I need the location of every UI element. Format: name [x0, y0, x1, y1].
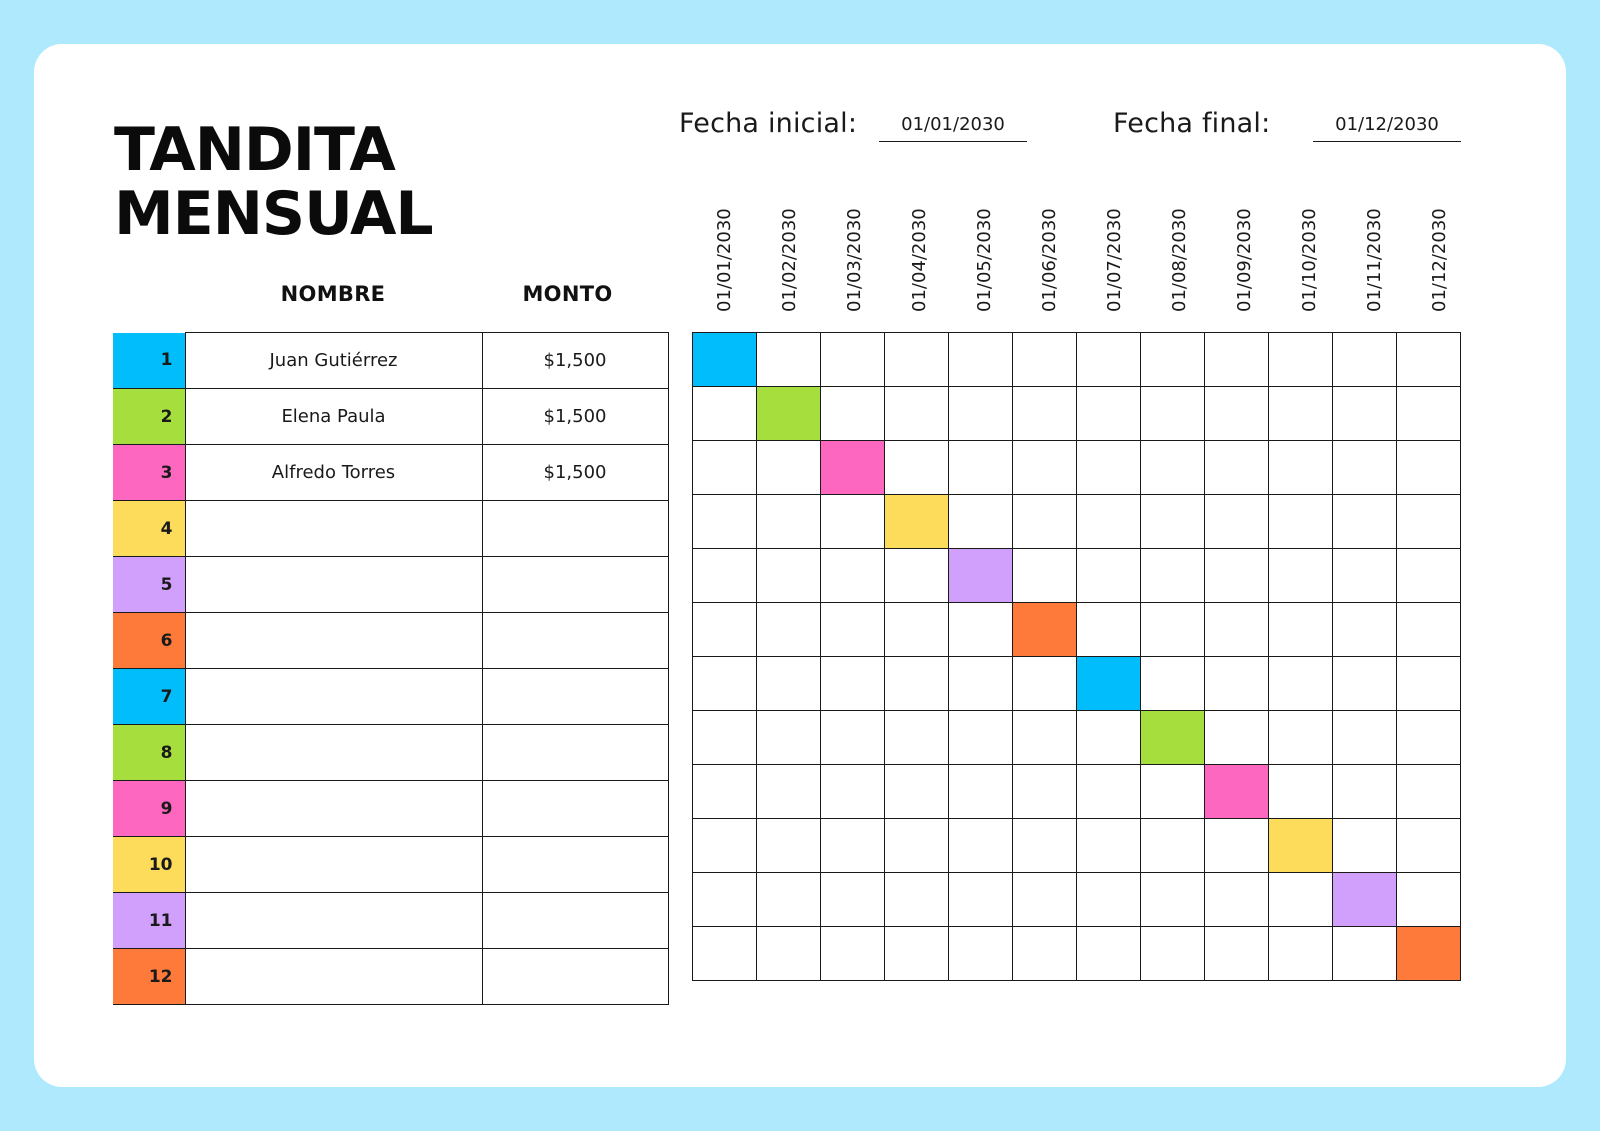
grid-cell[interactable]	[821, 387, 885, 441]
grid-cell[interactable]	[821, 657, 885, 711]
grid-cell[interactable]	[949, 873, 1013, 927]
grid-cell[interactable]	[885, 441, 949, 495]
participant-amount-cell[interactable]	[482, 613, 668, 669]
grid-row	[693, 603, 1461, 657]
grid-cell[interactable]	[1269, 927, 1333, 981]
table-row	[113, 445, 668, 501]
grid-cell[interactable]	[821, 819, 885, 873]
grid-cell[interactable]	[1141, 819, 1205, 873]
grid-row	[693, 819, 1461, 873]
grid-cell[interactable]	[693, 765, 757, 819]
grid-cell[interactable]	[821, 549, 885, 603]
grid-cell[interactable]	[949, 603, 1013, 657]
grid-cell[interactable]	[1141, 441, 1205, 495]
grid-cell-payout[interactable]	[949, 549, 1013, 603]
grid-row	[693, 441, 1461, 495]
grid-cell[interactable]	[1397, 333, 1461, 387]
grid-cell[interactable]	[1397, 873, 1461, 927]
grid-cell[interactable]	[693, 711, 757, 765]
grid-cell[interactable]	[1333, 765, 1397, 819]
schedule-date-label: 01/06/2030	[1039, 208, 1060, 312]
grid-cell[interactable]	[1205, 603, 1269, 657]
grid-cell[interactable]	[1397, 549, 1461, 603]
grid-cell[interactable]	[885, 819, 949, 873]
table-row	[113, 893, 668, 949]
participant-amount-cell[interactable]: $1,500	[482, 389, 668, 445]
grid-cell[interactable]	[1077, 549, 1141, 603]
grid-row	[693, 387, 1461, 441]
participant-amount-cell[interactable]	[482, 837, 668, 893]
grid-cell[interactable]	[1269, 333, 1333, 387]
participant-name-cell[interactable]	[185, 725, 482, 781]
grid-cell[interactable]	[693, 441, 757, 495]
grid-row	[693, 711, 1461, 765]
tanda-card	[34, 44, 1566, 1087]
grid-cell[interactable]	[1333, 441, 1397, 495]
grid-row	[693, 873, 1461, 927]
grid-cell[interactable]	[1013, 333, 1077, 387]
row-number-badge: 4	[113, 501, 185, 557]
grid-cell-payout[interactable]	[885, 495, 949, 549]
grid-cell[interactable]	[1141, 387, 1205, 441]
grid-cell[interactable]	[1269, 387, 1333, 441]
row-number-badge: 5	[113, 557, 185, 613]
grid-cell[interactable]	[757, 495, 821, 549]
grid-cell[interactable]	[1397, 657, 1461, 711]
end-date-field[interactable]: 01/12/2030	[1313, 111, 1461, 142]
grid-cell-payout[interactable]	[1205, 765, 1269, 819]
grid-cell[interactable]	[1205, 873, 1269, 927]
grid-cell[interactable]	[1205, 657, 1269, 711]
grid-cell[interactable]	[1141, 333, 1205, 387]
participant-name-cell[interactable]	[185, 837, 482, 893]
grid-cell[interactable]	[1013, 873, 1077, 927]
grid-cell[interactable]	[1269, 873, 1333, 927]
grid-cell-payout[interactable]	[1269, 819, 1333, 873]
grid-cell[interactable]	[693, 603, 757, 657]
schedule-date-header	[1017, 196, 1083, 332]
schedule-date-header	[1277, 196, 1343, 332]
grid-cell[interactable]	[1333, 711, 1397, 765]
grid-row	[693, 495, 1461, 549]
grid-cell[interactable]	[821, 711, 885, 765]
grid-cell[interactable]	[1333, 387, 1397, 441]
grid-cell[interactable]	[1205, 819, 1269, 873]
grid-row	[693, 657, 1461, 711]
schedule-date-label: 01/02/2030	[779, 208, 800, 312]
grid-cell[interactable]	[1141, 549, 1205, 603]
grid-cell[interactable]	[1269, 549, 1333, 603]
grid-cell-payout[interactable]	[821, 441, 885, 495]
grid-cell[interactable]	[757, 549, 821, 603]
table-row	[113, 725, 668, 781]
grid-cell[interactable]	[1013, 549, 1077, 603]
grid-row	[693, 549, 1461, 603]
grid-cell[interactable]	[757, 657, 821, 711]
grid-cell[interactable]	[885, 657, 949, 711]
participant-amount-cell[interactable]	[482, 501, 668, 557]
grid-cell[interactable]	[1013, 819, 1077, 873]
grid-cell[interactable]	[1397, 711, 1461, 765]
grid-cell[interactable]	[1077, 819, 1141, 873]
grid-cell[interactable]	[821, 927, 885, 981]
title-line-1: TANDITA	[114, 115, 395, 185]
grid-cell[interactable]	[757, 711, 821, 765]
grid-cell[interactable]	[1077, 495, 1141, 549]
grid-cell-payout[interactable]	[1013, 603, 1077, 657]
row-number-badge: 3	[113, 445, 185, 501]
participant-name-cell[interactable]	[185, 949, 482, 1005]
schedule-date-label: 01/03/2030	[844, 208, 865, 312]
grid-cell[interactable]	[1077, 711, 1141, 765]
grid-cell[interactable]	[693, 657, 757, 711]
participant-amount-cell[interactable]	[482, 893, 668, 949]
grid-cell[interactable]	[1013, 927, 1077, 981]
participant-name-cell[interactable]: Alfredo Torres	[185, 445, 482, 501]
table-row	[113, 669, 668, 725]
grid-cell[interactable]	[1333, 549, 1397, 603]
grid-cell[interactable]	[693, 495, 757, 549]
participant-name-cell[interactable]	[185, 557, 482, 613]
grid-cell[interactable]	[821, 603, 885, 657]
grid-cell[interactable]	[757, 873, 821, 927]
grid-cell[interactable]	[1013, 441, 1077, 495]
row-number-badge: 8	[113, 725, 185, 781]
grid-cell[interactable]	[693, 927, 757, 981]
schedule-date-header	[1407, 196, 1473, 332]
start-date-label: Fecha inicial:	[679, 108, 858, 139]
grid-cell[interactable]	[1269, 441, 1333, 495]
table-row	[113, 949, 668, 1005]
grid-cell[interactable]	[757, 927, 821, 981]
grid-cell[interactable]	[1077, 441, 1141, 495]
participant-amount-cell[interactable]: $1,500	[482, 445, 668, 501]
grid-cell[interactable]	[693, 387, 757, 441]
grid-cell-payout[interactable]	[757, 387, 821, 441]
grid-cell[interactable]	[1205, 495, 1269, 549]
grid-cell[interactable]	[1397, 603, 1461, 657]
participant-amount-cell[interactable]	[482, 725, 668, 781]
grid-cell[interactable]	[1333, 927, 1397, 981]
grid-cell[interactable]	[1333, 495, 1397, 549]
grid-cell-payout[interactable]	[693, 333, 757, 387]
grid-cell[interactable]	[1269, 495, 1333, 549]
grid-cell[interactable]	[757, 441, 821, 495]
grid-cell[interactable]	[949, 387, 1013, 441]
grid-cell[interactable]	[1333, 819, 1397, 873]
grid-cell[interactable]	[693, 873, 757, 927]
grid-cell[interactable]	[949, 765, 1013, 819]
schedule-date-header	[1342, 196, 1408, 332]
participant-name-cell[interactable]	[185, 669, 482, 725]
grid-cell[interactable]	[1141, 927, 1205, 981]
participant-name-cell[interactable]	[185, 613, 482, 669]
schedule-date-label: 01/07/2030	[1104, 208, 1125, 312]
grid-row	[693, 765, 1461, 819]
participant-name-cell[interactable]: Juan Gutiérrez	[185, 333, 482, 389]
grid-row	[693, 927, 1461, 981]
schedule-date-header	[1212, 196, 1278, 332]
grid-cell[interactable]	[1077, 387, 1141, 441]
row-number-badge: 7	[113, 669, 185, 725]
grid-cell[interactable]	[1077, 603, 1141, 657]
grid-cell[interactable]	[1013, 657, 1077, 711]
grid-cell[interactable]	[1141, 495, 1205, 549]
grid-cell[interactable]	[1333, 657, 1397, 711]
grid-cell[interactable]	[885, 387, 949, 441]
grid-cell[interactable]	[1269, 711, 1333, 765]
participant-amount-cell[interactable]: $1,500	[482, 333, 668, 389]
grid-cell-payout[interactable]	[1141, 711, 1205, 765]
schedule-date-header	[1082, 196, 1148, 332]
grid-cell-payout[interactable]	[1397, 927, 1461, 981]
grid-cell[interactable]	[885, 873, 949, 927]
grid-cell[interactable]	[757, 819, 821, 873]
grid-cell[interactable]	[885, 711, 949, 765]
grid-cell[interactable]	[1397, 495, 1461, 549]
table-row	[113, 781, 668, 837]
grid-cell[interactable]	[949, 819, 1013, 873]
grid-cell[interactable]	[949, 495, 1013, 549]
name-column-header: NOMBRE	[280, 282, 386, 306]
row-number-badge: 11	[113, 893, 185, 949]
schedule-date-header	[952, 196, 1018, 332]
grid-cell[interactable]	[1333, 333, 1397, 387]
schedule-date-label: 01/01/2030	[714, 208, 735, 312]
grid-cell[interactable]	[949, 927, 1013, 981]
schedule-date-header	[757, 196, 823, 332]
grid-cell[interactable]	[1077, 927, 1141, 981]
grid-cell[interactable]	[949, 657, 1013, 711]
schedule-date-label: 01/05/2030	[974, 208, 995, 312]
schedule-date-header	[1147, 196, 1213, 332]
grid-cell[interactable]	[1013, 765, 1077, 819]
schedule-grid	[692, 332, 1461, 981]
participant-name-cell[interactable]	[185, 893, 482, 949]
start-date-field[interactable]: 01/01/2030	[879, 111, 1027, 142]
participant-name-cell[interactable]	[185, 501, 482, 557]
grid-cell[interactable]	[1141, 873, 1205, 927]
participant-amount-cell[interactable]	[482, 949, 668, 1005]
row-number-badge: 2	[113, 389, 185, 445]
grid-cell[interactable]	[1269, 657, 1333, 711]
grid-cell[interactable]	[1397, 387, 1461, 441]
grid-cell[interactable]	[1141, 765, 1205, 819]
grid-cell[interactable]	[885, 549, 949, 603]
grid-cell[interactable]	[1333, 603, 1397, 657]
grid-cell[interactable]	[1397, 765, 1461, 819]
grid-cell[interactable]	[949, 441, 1013, 495]
grid-cell-payout[interactable]	[1333, 873, 1397, 927]
schedule-date-label: 01/10/2030	[1299, 208, 1320, 312]
grid-cell[interactable]	[821, 765, 885, 819]
schedule-date-label: 01/12/2030	[1429, 208, 1450, 312]
schedule-date-header	[887, 196, 953, 332]
grid-cell[interactable]	[1269, 765, 1333, 819]
grid-cell[interactable]	[1013, 387, 1077, 441]
grid-row	[693, 333, 1461, 387]
grid-cell[interactable]	[1077, 873, 1141, 927]
grid-cell[interactable]	[821, 495, 885, 549]
grid-cell[interactable]	[1205, 441, 1269, 495]
participant-name-cell[interactable]: Elena Paula	[185, 389, 482, 445]
page-title	[114, 115, 433, 249]
grid-cell[interactable]	[1205, 387, 1269, 441]
grid-cell[interactable]	[885, 927, 949, 981]
grid-cell[interactable]	[1205, 927, 1269, 981]
title-line-2: MENSUAL	[114, 179, 433, 249]
grid-cell[interactable]	[1205, 549, 1269, 603]
grid-cell[interactable]	[1269, 603, 1333, 657]
grid-cell[interactable]	[885, 603, 949, 657]
participant-amount-cell[interactable]	[482, 557, 668, 613]
grid-cell[interactable]	[821, 333, 885, 387]
schedule-date-header	[692, 196, 758, 332]
grid-cell[interactable]	[885, 765, 949, 819]
grid-cell[interactable]	[1205, 711, 1269, 765]
participants-table	[113, 332, 669, 1005]
schedule-date-label: 01/04/2030	[909, 208, 930, 312]
end-date-label: Fecha final:	[1113, 108, 1271, 139]
grid-cell[interactable]	[1141, 603, 1205, 657]
participant-amount-cell[interactable]	[482, 669, 668, 725]
table-row	[113, 837, 668, 893]
grid-cell[interactable]	[1397, 819, 1461, 873]
grid-cell[interactable]	[1397, 441, 1461, 495]
grid-cell[interactable]	[693, 819, 757, 873]
row-number-badge: 6	[113, 613, 185, 669]
row-number-badge: 9	[113, 781, 185, 837]
participant-amount-cell[interactable]	[482, 781, 668, 837]
grid-cell[interactable]	[757, 333, 821, 387]
schedule-date-label: 01/08/2030	[1169, 208, 1190, 312]
row-number-badge: 10	[113, 837, 185, 893]
grid-cell[interactable]	[1077, 333, 1141, 387]
schedule-date-label: 01/11/2030	[1364, 208, 1385, 312]
schedule-date-header	[822, 196, 888, 332]
grid-cell-payout[interactable]	[1077, 657, 1141, 711]
table-row	[113, 557, 668, 613]
table-row	[113, 501, 668, 557]
schedule-date-label: 01/09/2030	[1234, 208, 1255, 312]
grid-cell[interactable]	[757, 603, 821, 657]
grid-cell[interactable]	[1013, 711, 1077, 765]
table-row	[113, 389, 668, 445]
grid-cell[interactable]	[885, 333, 949, 387]
row-number-badge: 12	[113, 949, 185, 1005]
grid-cell[interactable]	[949, 333, 1013, 387]
participant-name-cell[interactable]	[185, 781, 482, 837]
grid-cell[interactable]	[949, 711, 1013, 765]
grid-cell[interactable]	[1013, 495, 1077, 549]
row-number-badge: 1	[113, 333, 185, 389]
grid-cell[interactable]	[1141, 657, 1205, 711]
table-row	[113, 613, 668, 669]
grid-cell[interactable]	[1077, 765, 1141, 819]
grid-cell[interactable]	[1205, 333, 1269, 387]
amount-column-header: MONTO	[522, 282, 613, 306]
grid-cell[interactable]	[693, 549, 757, 603]
grid-cell[interactable]	[757, 765, 821, 819]
table-row	[113, 333, 668, 389]
grid-cell[interactable]	[821, 873, 885, 927]
